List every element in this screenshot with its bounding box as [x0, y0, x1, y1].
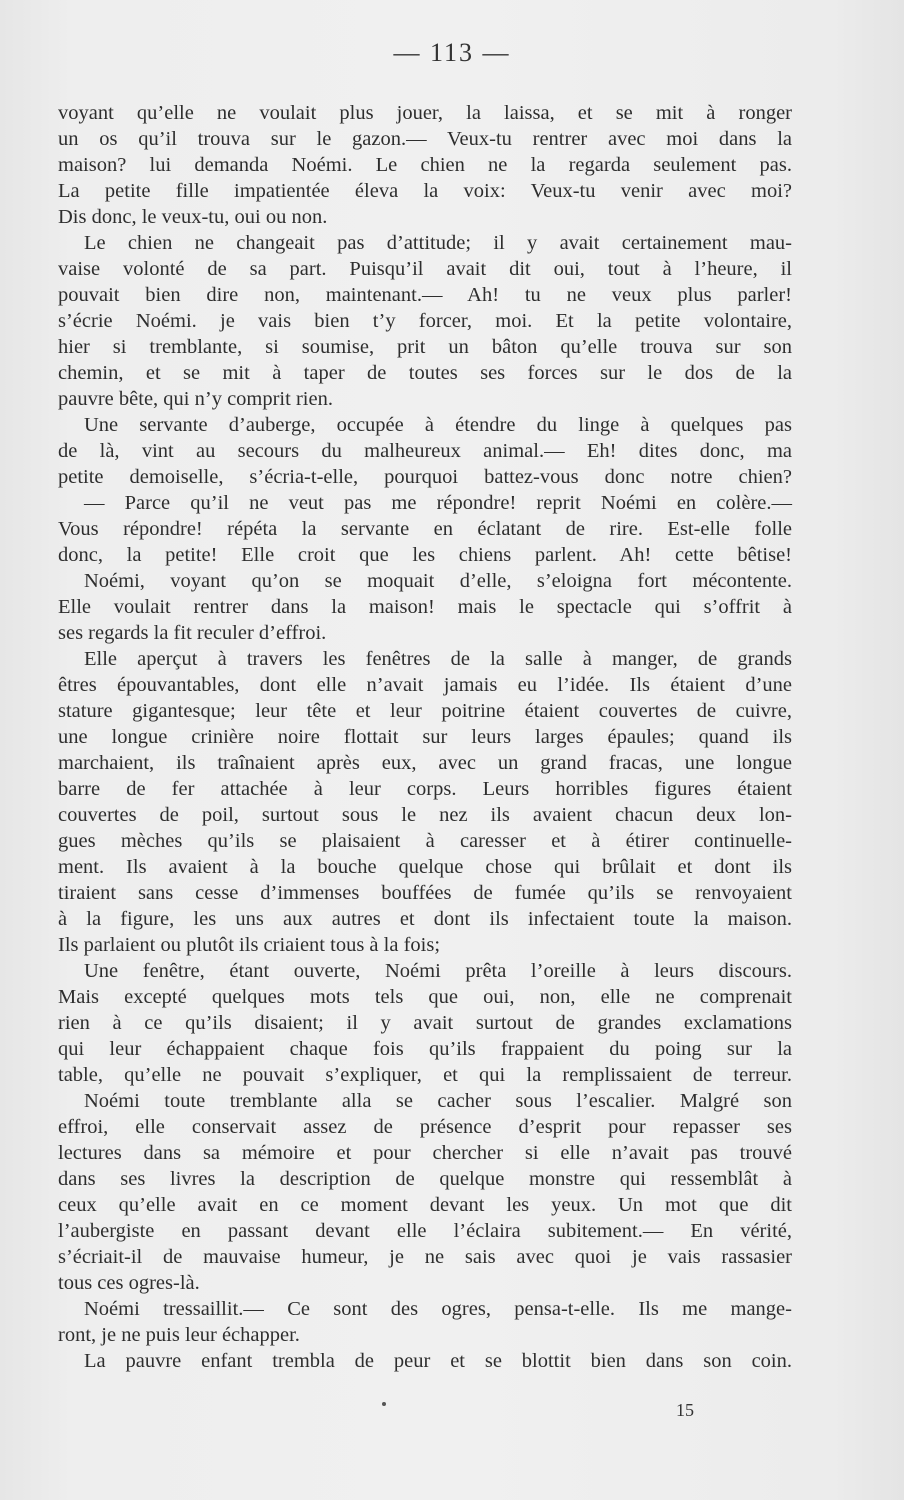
text-line: Ils parlaient ou plutôt ils criaient tous à la fois;	[58, 934, 441, 956]
text-line: chemin, et se mit à taper de toutes ses forces sur le dos de la	[58, 362, 792, 384]
text-line: êtres épouvantables, dont elle n’avait jamais eu l’idée. Ils étaient d’une	[58, 674, 792, 696]
text-line: vaise volonté de sa part. Puisqu’il avait dit oui, tout à l’heure, il	[58, 258, 792, 280]
text-line: Vous répondre! répéta la servante en éclatant de rire. Est-elle folle	[58, 518, 792, 540]
text-line: s’écriait-il de mauvaise humeur, je ne sais avec quoi je vais rassasier	[58, 1246, 792, 1268]
text-line: un os qu’il trouva sur le gazon.— Veux-tu rentrer avec moi dans la	[58, 128, 792, 150]
text-line: rien à ce qu’ils disaient; il y avait surtout de grandes exclamations	[58, 1012, 792, 1034]
text-line: marchaient, ils traînaient après eux, avec un grand fracas, une longue	[58, 752, 792, 774]
text-line: Une servante d’auberge, occupée à étendre du linge à quelques pas	[84, 414, 792, 436]
text-line: ses regards la fit reculer d’effroi.	[58, 622, 327, 644]
text-line: de là, vint au secours du malheureux animal.— Eh! dites donc, ma	[58, 440, 792, 462]
text-line: barre de fer attachée à leur corps. Leurs horribles figures étaient	[58, 778, 792, 800]
text-line: qui leur échappaient chaque fois qu’ils frappaient du poing sur la	[58, 1038, 792, 1060]
text-line: ront, je ne puis leur échapper.	[58, 1324, 300, 1346]
text-line: pouvait bien dire non, maintenant.— Ah! tu ne veux plus parler!	[58, 284, 792, 306]
page-number-header: — 113 —	[393, 38, 511, 67]
text-line: dans ses livres la description de quelque monstre qui ressemblât à	[58, 1168, 792, 1190]
text-line: maison? lui demanda Noémi. Le chien ne la regarda seulement pas.	[58, 154, 792, 176]
text-line: Noémi toute tremblante alla se cacher sous l’escalier. Malgré son	[84, 1090, 792, 1112]
text-line: Noémi, voyant qu’on se moquait d’elle, s’eloigna fort mécontente.	[84, 570, 792, 592]
text-line: s’écrie Noémi. je vais bien t’y forcer, moi. Et la petite volontaire,	[58, 310, 792, 332]
printing-speck	[382, 1402, 386, 1406]
text-line: La petite fille impatientée éleva la voix: Veux-tu venir avec moi?	[58, 180, 792, 202]
text-line: hier si tremblante, si soumise, prit un bâton qu’elle trouva sur son	[58, 336, 792, 358]
text-line: La pauvre enfant trembla de peur et se blottit bien dans son coin.	[84, 1350, 792, 1372]
text-line: ceux qu’elle avait en ce moment devant les yeux. Un mot que dit	[58, 1194, 792, 1216]
text-line: à la figure, les uns aux autres et dont ils infectaient toute la maison.	[58, 908, 792, 930]
text-line: Mais excepté quelques mots tels que oui, non, elle ne comprenait	[58, 986, 792, 1008]
text-line: Elle voulait rentrer dans la maison! mais le spectacle qui s’offrit à	[58, 596, 792, 618]
text-line: Elle aperçut à travers les fenêtres de la salle à manger, de grands	[84, 648, 792, 670]
text-line: petite demoiselle, s’écria-t-elle, pourquoi battez-vous donc notre chien?	[58, 466, 792, 488]
text-line: table, qu’elle ne pouvait s’expliquer, et qui la remplissaient de terreur.	[58, 1064, 792, 1086]
text-line: pauvre bête, qui n’y comprit rien.	[58, 388, 333, 410]
text-line: lectures dans sa mémoire et pour chercher si elle n’avait pas trouvé	[58, 1142, 792, 1164]
text-line: Dis donc, le veux-tu, oui ou non.	[58, 206, 328, 228]
text-line: couvertes de poil, surtout sous le nez ils avaient chacun deux lon-	[58, 804, 792, 826]
text-line: stature gigantesque; leur tête et leur poitrine étaient couvertes de cuivre,	[58, 700, 792, 722]
text-line: donc, la petite! Elle croit que les chiens parlent. Ah! cette bêtise!	[58, 544, 792, 566]
text-line: Le chien ne changeait pas d’attitude; il y avait certainement mau-	[84, 232, 792, 254]
text-line: tiraient sans cesse d’immenses bouffées de fumée qu’ils se renvoyaient	[58, 882, 792, 904]
text-line: ment. Ils avaient à la bouche quelque chose qui brûlait et dont ils	[58, 856, 792, 878]
text-line: — Parce qu’il ne veut pas me répondre! reprit Noémi en colère.—	[84, 492, 792, 514]
text-line: l’aubergiste en passant devant elle l’éclaira subitement.— En vérité,	[58, 1220, 792, 1242]
text-line: Noémi tressaillit.— Ce sont des ogres, pensa-t-elle. Ils me mange-	[84, 1298, 792, 1320]
text-line: gues mèches qu’ils se plaisaient à caresser et à étirer continuelle-	[58, 830, 792, 852]
signature-mark: 15	[676, 1400, 694, 1420]
text-line: effroi, elle conservait assez de présence d’esprit pour repasser ses	[58, 1116, 792, 1138]
text-line: une longue crinière noire flottait sur leurs larges épaules; quand ils	[58, 726, 792, 748]
text-line: voyant qu’elle ne voulait plus jouer, la laissa, et se mit à ronger	[58, 102, 792, 124]
text-line: Une fenêtre, étant ouverte, Noémi prêta l’oreille à leurs discours.	[84, 960, 792, 982]
text-line: tous ces ogres-là.	[58, 1272, 200, 1294]
